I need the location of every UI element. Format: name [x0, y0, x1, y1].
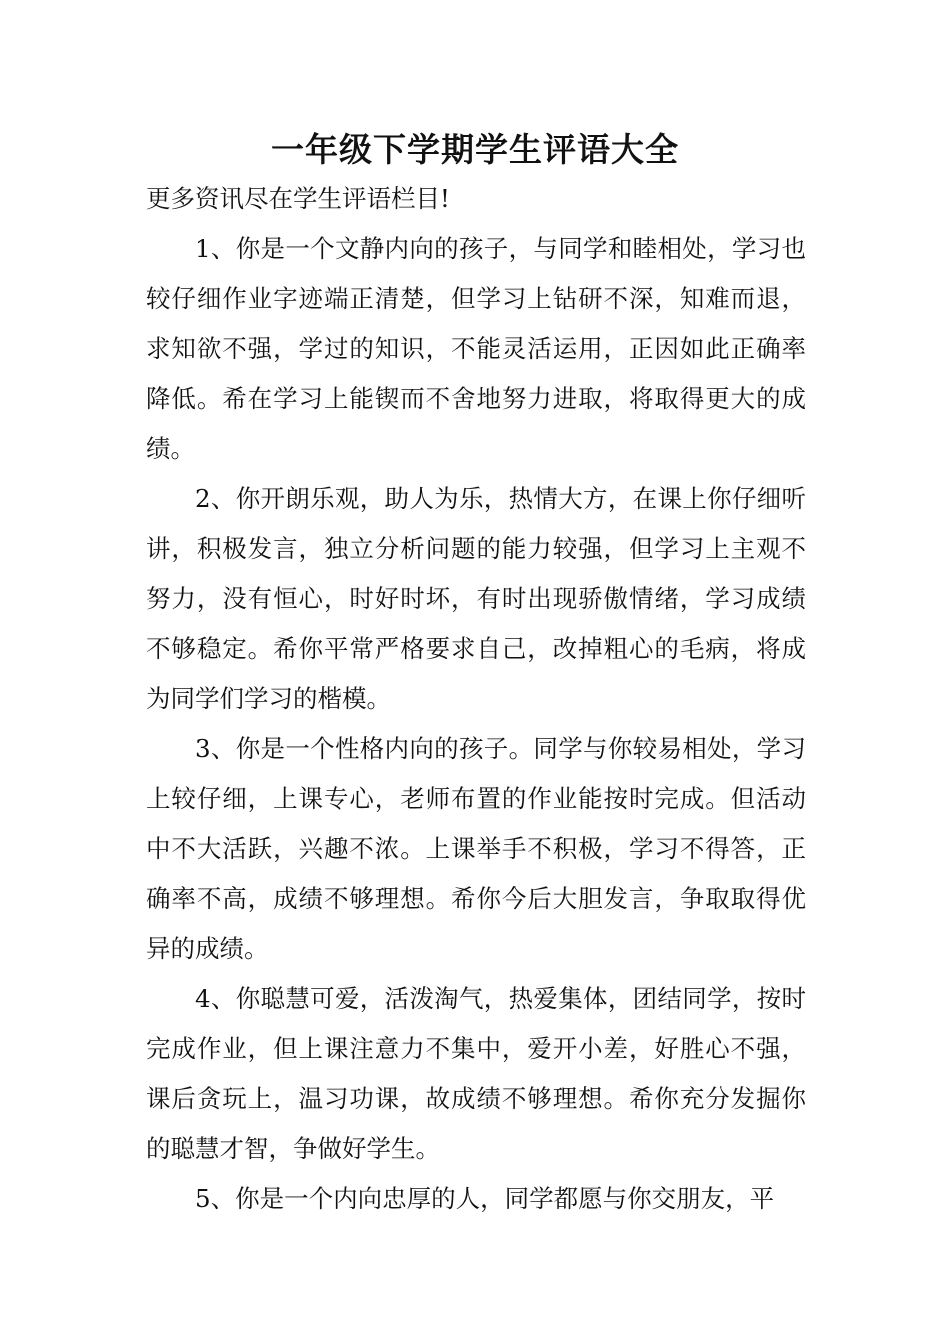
document-body [146, 174, 806, 1224]
comment-paragraph-2: 2、你开朗乐观，助人为乐，热情大方，在课上你仔细听讲，积极发言，独立分析问题的能力较强，但学习上主观不努力，没有恒心，时好时坏，有时出现骄傲情绪，学习成绩不够稳定。希你平常严格要求自己，改掉粗心的毛病，将成为同学们学习的楷模。 [146, 484, 806, 713]
comment-paragraph-1: 1、你是一个文静内向的孩子，与同学和睦相处，学习也较仔细作业字迹端正清楚，但学习上钻研不深，知难而退，求知欲不强，学过的知识，不能灵活运用，正因如此正确率降低。希在学习上能锲而不舍地努力进取，将取得更大的成绩。 [146, 234, 806, 463]
comment-paragraph-3: 3、你是一个性格内向的孩子。同学与你较易相处，学习上较仔细，上课专心，老师布置的作业能按时完成。但活动中不大活跃，兴趣不浓。上课举手不积极，学习不得答，正确率不高，成绩不够理想。希你今后大胆发言，争取取得优异的成绩。 [146, 734, 806, 963]
comment-paragraph-4: 4、你聪慧可爱，活泼淘气，热爱集体，团结同学，按时完成作业，但上课注意力不集中，爱开小差，好胜心不强，课后贪玩上，温习功课，故成绩不够理想。希你充分发掘你的聪慧才智，争做好学生。 [146, 984, 806, 1163]
comment-paragraph-5: 5、你是一个内向忠厚的人，同学都愿与你交朋友，平 [195, 1184, 775, 1213]
page-title: 一年级下学期学生评语大全 [271, 130, 679, 169]
intro-line: 更多资讯尽在学生评语栏目! [146, 184, 450, 213]
